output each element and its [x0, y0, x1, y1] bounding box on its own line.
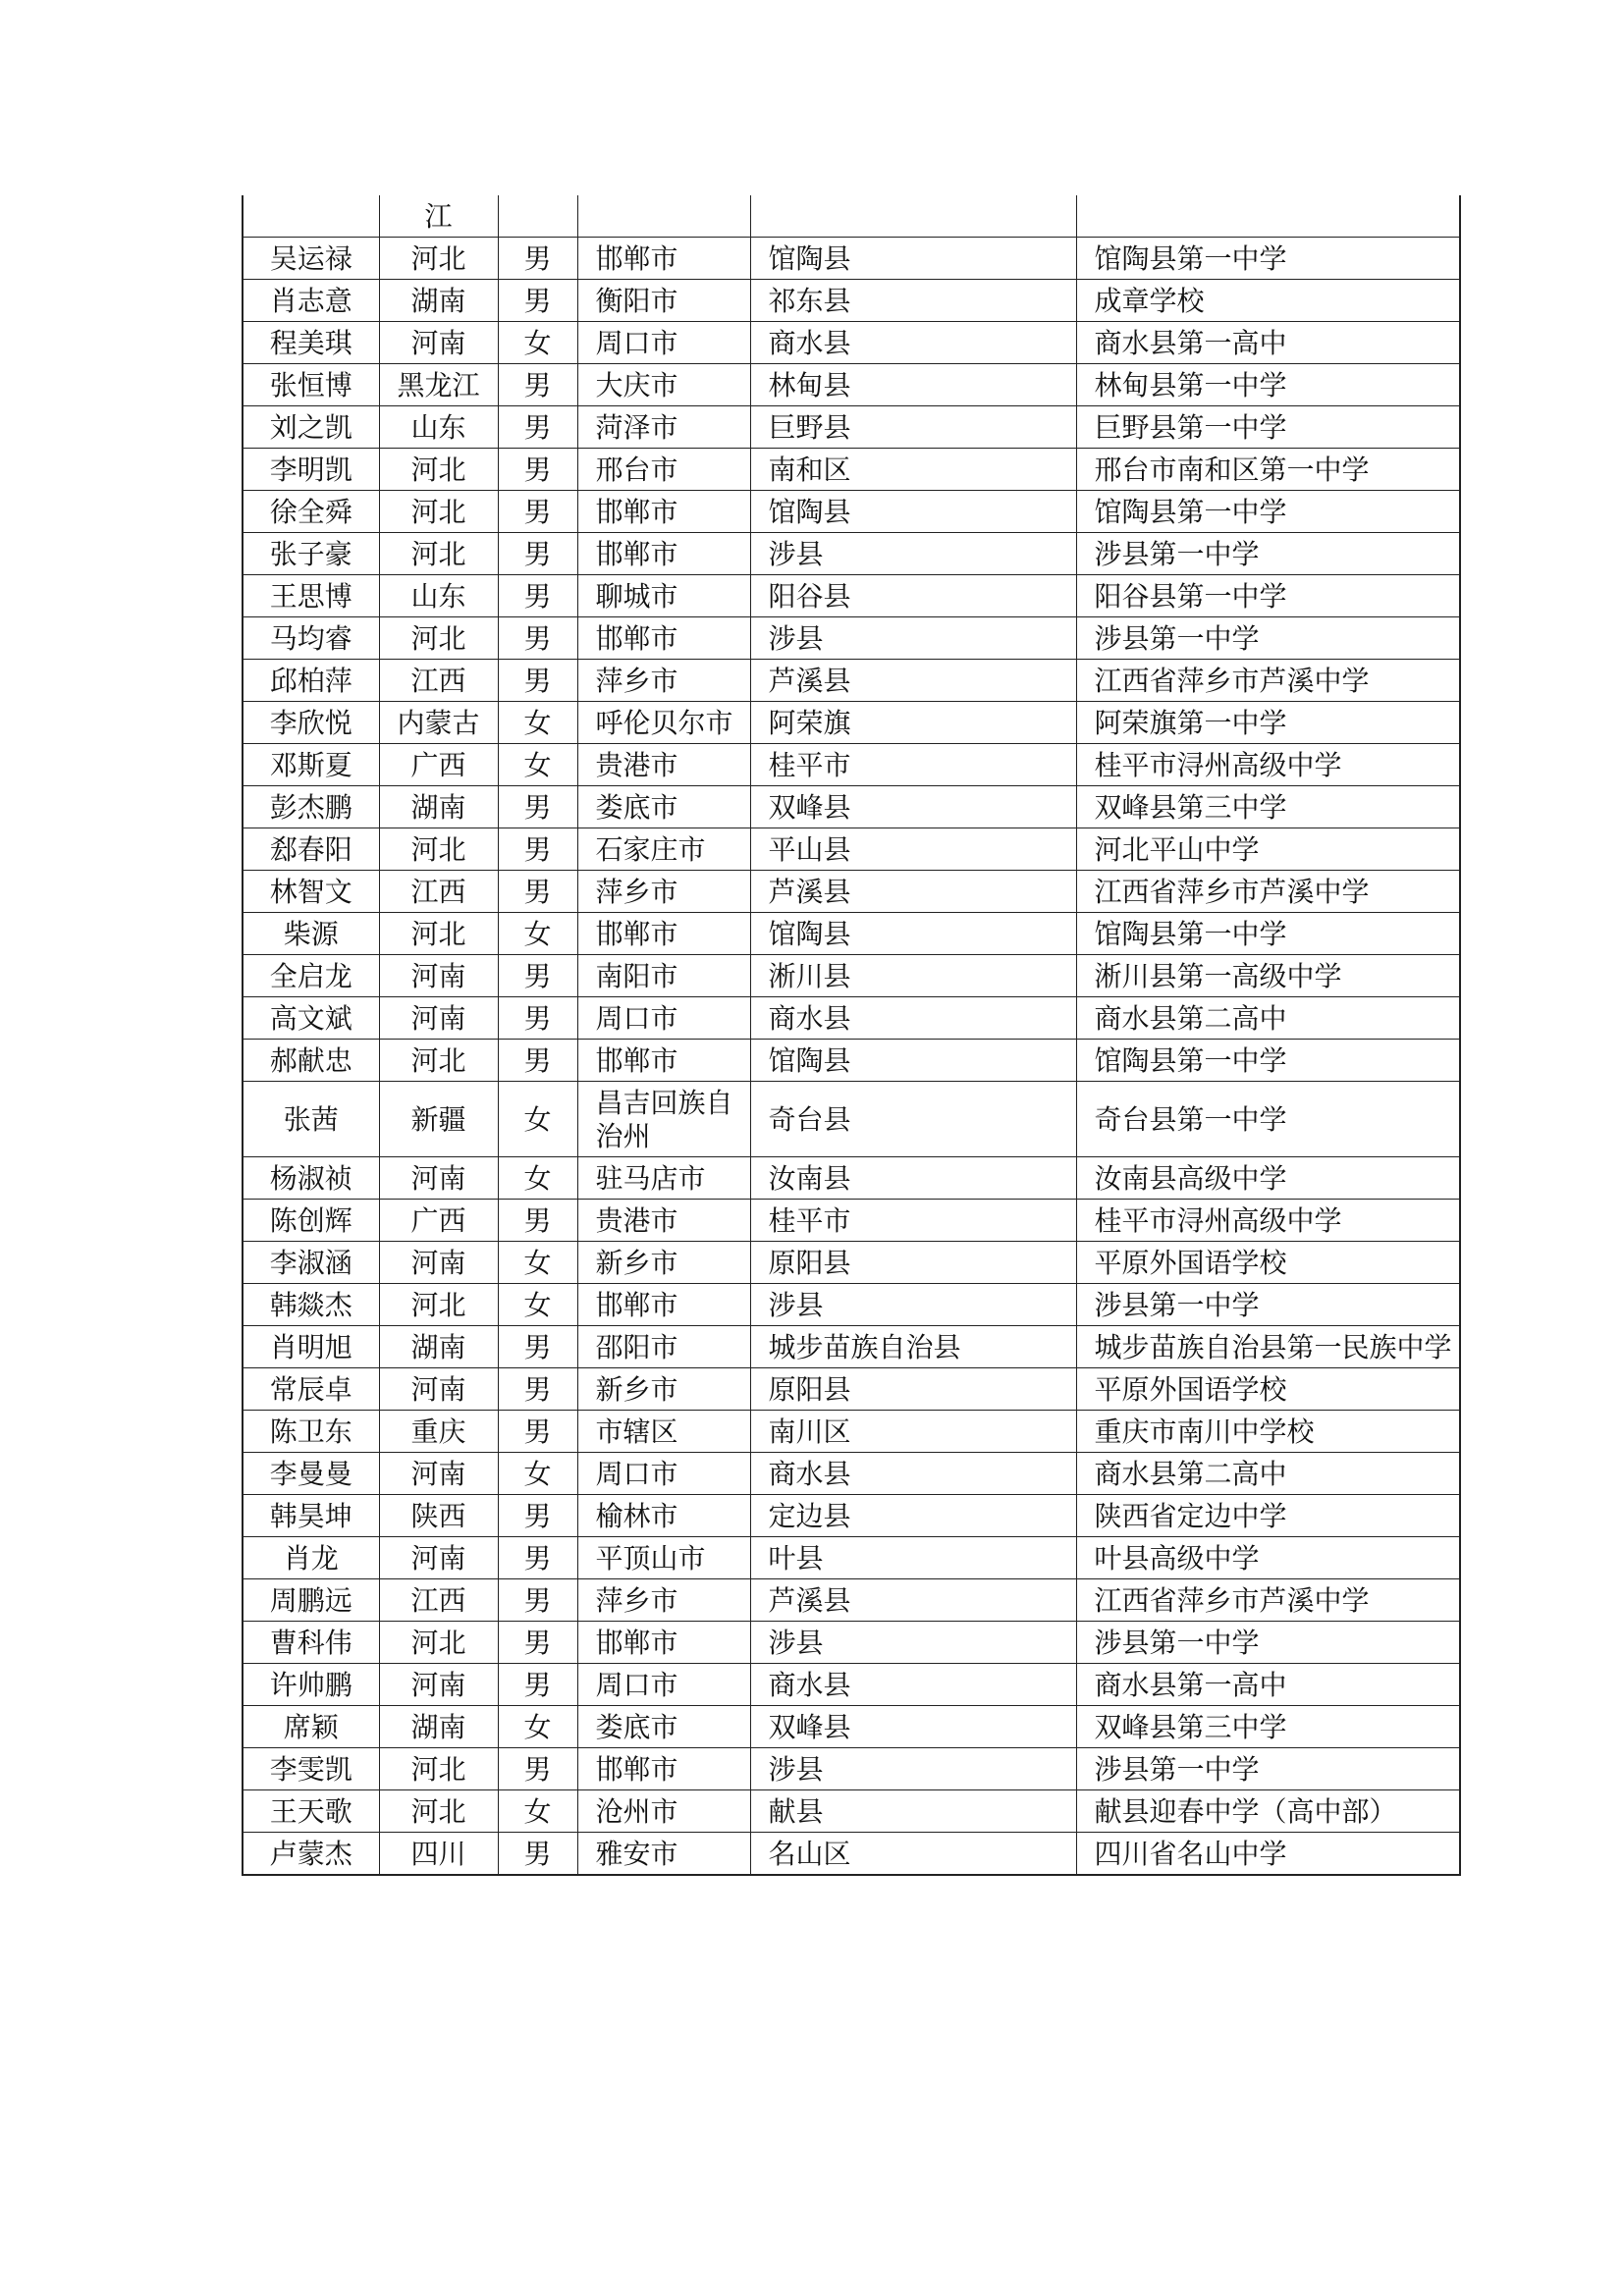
school-cell: 邢台市南和区第一中学	[1076, 449, 1460, 491]
province-cell: 湖南	[379, 280, 498, 322]
county-cell: 桂平市	[750, 744, 1076, 786]
city-cell: 邯郸市	[577, 1748, 750, 1790]
province-cell: 内蒙古	[379, 702, 498, 744]
province-cell: 河北	[379, 449, 498, 491]
city-cell: 萍乡市	[577, 871, 750, 913]
province-cell: 河北	[379, 1040, 498, 1082]
school-cell: 重庆市南川中学校	[1076, 1411, 1460, 1453]
school-cell: 城步苗族自治县第一民族中学	[1076, 1326, 1460, 1368]
county-cell: 奇台县	[750, 1082, 1076, 1157]
gender-cell: 女	[498, 1453, 577, 1495]
name-cell: 卢蒙杰	[243, 1833, 379, 1876]
gender-cell: 女	[498, 1157, 577, 1200]
name-cell: 刘之凯	[243, 406, 379, 449]
gender-cell: 男	[498, 786, 577, 828]
county-cell: 涉县	[750, 533, 1076, 575]
county-cell: 原阳县	[750, 1368, 1076, 1411]
name-cell: 李雯凯	[243, 1748, 379, 1790]
province-cell: 山东	[379, 406, 498, 449]
student-roster-table	[242, 195, 1461, 1876]
gender-cell: 男	[498, 406, 577, 449]
table-row	[243, 238, 1460, 280]
school-cell	[1076, 195, 1460, 238]
city-cell: 周口市	[577, 997, 750, 1040]
county-cell: 涉县	[750, 1622, 1076, 1664]
city-cell	[577, 195, 750, 238]
table-row	[243, 1411, 1460, 1453]
school-cell: 巨野县第一中学	[1076, 406, 1460, 449]
school-cell: 馆陶县第一中学	[1076, 491, 1460, 533]
school-cell: 馆陶县第一中学	[1076, 913, 1460, 955]
gender-cell: 女	[498, 744, 577, 786]
school-cell: 阿荣旗第一中学	[1076, 702, 1460, 744]
gender-cell: 女	[498, 913, 577, 955]
table-body	[243, 195, 1460, 1875]
name-cell: 韩昊坤	[243, 1495, 379, 1537]
name-cell: 徐全舜	[243, 491, 379, 533]
county-cell: 馆陶县	[750, 491, 1076, 533]
county-cell: 商水县	[750, 997, 1076, 1040]
name-cell: 王天歌	[243, 1790, 379, 1833]
school-cell: 涉县第一中学	[1076, 533, 1460, 575]
gender-cell: 女	[498, 1284, 577, 1326]
table-row	[243, 1748, 1460, 1790]
table-row	[243, 322, 1460, 364]
city-cell: 昌吉回族自治州	[577, 1082, 750, 1157]
gender-cell: 男	[498, 1622, 577, 1664]
province-cell: 河北	[379, 491, 498, 533]
school-cell: 双峰县第三中学	[1076, 786, 1460, 828]
city-cell: 周口市	[577, 322, 750, 364]
school-cell: 馆陶县第一中学	[1076, 238, 1460, 280]
table-row	[243, 997, 1460, 1040]
name-cell: 陈创辉	[243, 1200, 379, 1242]
school-cell: 阳谷县第一中学	[1076, 575, 1460, 617]
city-cell: 萍乡市	[577, 1579, 750, 1622]
name-cell: 李明凯	[243, 449, 379, 491]
table-row	[243, 744, 1460, 786]
province-cell: 江西	[379, 660, 498, 702]
school-cell: 涉县第一中学	[1076, 1748, 1460, 1790]
name-cell: 李曼曼	[243, 1453, 379, 1495]
county-cell: 芦溪县	[750, 1579, 1076, 1622]
city-cell: 沧州市	[577, 1790, 750, 1833]
table-row	[243, 1040, 1460, 1082]
province-cell: 河南	[379, 955, 498, 997]
name-cell: 高文斌	[243, 997, 379, 1040]
city-cell: 娄底市	[577, 786, 750, 828]
school-cell: 涉县第一中学	[1076, 617, 1460, 660]
county-cell: 平山县	[750, 828, 1076, 871]
province-cell: 山东	[379, 575, 498, 617]
gender-cell: 男	[498, 1040, 577, 1082]
name-cell: 张子豪	[243, 533, 379, 575]
county-cell: 叶县	[750, 1537, 1076, 1579]
county-cell: 巨野县	[750, 406, 1076, 449]
table-row	[243, 1157, 1460, 1200]
city-cell: 驻马店市	[577, 1157, 750, 1200]
name-cell: 程美琪	[243, 322, 379, 364]
gender-cell: 女	[498, 1706, 577, 1748]
table-row	[243, 1706, 1460, 1748]
county-cell: 原阳县	[750, 1242, 1076, 1284]
gender-cell: 男	[498, 491, 577, 533]
table-row	[243, 1833, 1460, 1876]
table-row	[243, 913, 1460, 955]
name-cell: 全启龙	[243, 955, 379, 997]
school-cell: 奇台县第一中学	[1076, 1082, 1460, 1157]
school-cell: 涉县第一中学	[1076, 1284, 1460, 1326]
county-cell: 南和区	[750, 449, 1076, 491]
table-row	[243, 1453, 1460, 1495]
county-cell: 涉县	[750, 1284, 1076, 1326]
city-cell: 大庆市	[577, 364, 750, 406]
school-cell: 平原外国语学校	[1076, 1242, 1460, 1284]
table-row	[243, 1579, 1460, 1622]
county-cell: 阿荣旗	[750, 702, 1076, 744]
table-row	[243, 1790, 1460, 1833]
table-row	[243, 1284, 1460, 1326]
city-cell: 娄底市	[577, 1706, 750, 1748]
name-cell: 曹科伟	[243, 1622, 379, 1664]
county-cell: 阳谷县	[750, 575, 1076, 617]
province-cell: 河南	[379, 1242, 498, 1284]
province-cell: 四川	[379, 1833, 498, 1876]
table-row	[243, 406, 1460, 449]
city-cell: 雅安市	[577, 1833, 750, 1876]
county-cell: 商水县	[750, 322, 1076, 364]
county-cell: 馆陶县	[750, 238, 1076, 280]
province-cell: 河北	[379, 533, 498, 575]
city-cell: 邯郸市	[577, 1284, 750, 1326]
table-row	[243, 786, 1460, 828]
table-row	[243, 1495, 1460, 1537]
province-cell: 广西	[379, 744, 498, 786]
school-cell: 四川省名山中学	[1076, 1833, 1460, 1876]
name-cell: 许帅鹏	[243, 1664, 379, 1706]
name-cell: 邓斯夏	[243, 744, 379, 786]
school-cell: 桂平市浔州高级中学	[1076, 1200, 1460, 1242]
county-cell: 名山区	[750, 1833, 1076, 1876]
county-cell: 林甸县	[750, 364, 1076, 406]
province-cell: 河北	[379, 1622, 498, 1664]
province-cell: 河北	[379, 913, 498, 955]
province-cell: 河北	[379, 1748, 498, 1790]
province-cell: 黑龙江	[379, 364, 498, 406]
table-row	[243, 449, 1460, 491]
province-cell: 河南	[379, 1368, 498, 1411]
city-cell: 邯郸市	[577, 491, 750, 533]
gender-cell: 女	[498, 1242, 577, 1284]
name-cell: 邱柏萍	[243, 660, 379, 702]
gender-cell: 男	[498, 238, 577, 280]
gender-cell: 女	[498, 1082, 577, 1157]
city-cell: 周口市	[577, 1453, 750, 1495]
gender-cell: 男	[498, 280, 577, 322]
gender-cell: 男	[498, 575, 577, 617]
city-cell: 邯郸市	[577, 1622, 750, 1664]
name-cell: 席颖	[243, 1706, 379, 1748]
county-cell: 双峰县	[750, 786, 1076, 828]
table-row	[243, 702, 1460, 744]
school-cell: 江西省萍乡市芦溪中学	[1076, 871, 1460, 913]
gender-cell	[498, 195, 577, 238]
county-cell: 涉县	[750, 617, 1076, 660]
gender-cell: 男	[498, 449, 577, 491]
name-cell: 李欣悦	[243, 702, 379, 744]
school-cell: 江西省萍乡市芦溪中学	[1076, 1579, 1460, 1622]
name-cell: 肖志意	[243, 280, 379, 322]
gender-cell: 男	[498, 1537, 577, 1579]
name-cell: 林智文	[243, 871, 379, 913]
gender-cell: 男	[498, 1664, 577, 1706]
county-cell: 馆陶县	[750, 1040, 1076, 1082]
province-cell: 湖南	[379, 1706, 498, 1748]
county-cell: 芦溪县	[750, 871, 1076, 913]
city-cell: 周口市	[577, 1664, 750, 1706]
city-cell: 衡阳市	[577, 280, 750, 322]
province-cell: 江西	[379, 1579, 498, 1622]
school-cell: 涉县第一中学	[1076, 1622, 1460, 1664]
name-cell	[243, 195, 379, 238]
province-cell: 河南	[379, 1157, 498, 1200]
city-cell: 新乡市	[577, 1368, 750, 1411]
name-cell: 常辰卓	[243, 1368, 379, 1411]
table-row	[243, 280, 1460, 322]
table-row	[243, 364, 1460, 406]
county-cell: 双峰县	[750, 1706, 1076, 1748]
table-row	[243, 955, 1460, 997]
name-cell: 郝献忠	[243, 1040, 379, 1082]
name-cell: 李淑涵	[243, 1242, 379, 1284]
gender-cell: 男	[498, 364, 577, 406]
table-row	[243, 1622, 1460, 1664]
school-cell: 平原外国语学校	[1076, 1368, 1460, 1411]
gender-cell: 男	[498, 617, 577, 660]
name-cell: 陈卫东	[243, 1411, 379, 1453]
county-cell: 献县	[750, 1790, 1076, 1833]
table-row	[243, 660, 1460, 702]
province-cell: 江	[379, 195, 498, 238]
province-cell: 河南	[379, 322, 498, 364]
name-cell: 柴源	[243, 913, 379, 955]
city-cell: 邯郸市	[577, 913, 750, 955]
school-cell: 商水县第二高中	[1076, 1453, 1460, 1495]
province-cell: 湖南	[379, 1326, 498, 1368]
school-cell: 成章学校	[1076, 280, 1460, 322]
table-row	[243, 1664, 1460, 1706]
city-cell: 邯郸市	[577, 533, 750, 575]
name-cell: 肖明旭	[243, 1326, 379, 1368]
name-cell: 彭杰鹏	[243, 786, 379, 828]
table-row	[243, 195, 1460, 238]
city-cell: 贵港市	[577, 1200, 750, 1242]
province-cell: 河北	[379, 1790, 498, 1833]
county-cell: 祁东县	[750, 280, 1076, 322]
gender-cell: 男	[498, 955, 577, 997]
name-cell: 肖龙	[243, 1537, 379, 1579]
gender-cell: 男	[498, 1200, 577, 1242]
school-cell: 江西省萍乡市芦溪中学	[1076, 660, 1460, 702]
county-cell: 馆陶县	[750, 913, 1076, 955]
province-cell: 陕西	[379, 1495, 498, 1537]
gender-cell: 男	[498, 1579, 577, 1622]
school-cell: 淅川县第一高级中学	[1076, 955, 1460, 997]
county-cell: 淅川县	[750, 955, 1076, 997]
gender-cell: 男	[498, 1411, 577, 1453]
county-cell: 商水县	[750, 1453, 1076, 1495]
province-cell: 重庆	[379, 1411, 498, 1453]
county-cell: 城步苗族自治县	[750, 1326, 1076, 1368]
city-cell: 邯郸市	[577, 1040, 750, 1082]
province-cell: 河北	[379, 1284, 498, 1326]
table-row	[243, 828, 1460, 871]
table-row	[243, 491, 1460, 533]
county-cell: 涉县	[750, 1748, 1076, 1790]
city-cell: 市辖区	[577, 1411, 750, 1453]
name-cell: 韩燚杰	[243, 1284, 379, 1326]
county-cell: 桂平市	[750, 1200, 1076, 1242]
school-cell: 汝南县高级中学	[1076, 1157, 1460, 1200]
table-row	[243, 1082, 1460, 1157]
name-cell: 王思博	[243, 575, 379, 617]
name-cell: 杨淑祯	[243, 1157, 379, 1200]
name-cell: 吴运禄	[243, 238, 379, 280]
table-row	[243, 1326, 1460, 1368]
gender-cell: 女	[498, 1790, 577, 1833]
city-cell: 呼伦贝尔市	[577, 702, 750, 744]
county-cell: 定边县	[750, 1495, 1076, 1537]
city-cell: 邯郸市	[577, 617, 750, 660]
city-cell: 贵港市	[577, 744, 750, 786]
county-cell: 汝南县	[750, 1157, 1076, 1200]
county-cell: 南川区	[750, 1411, 1076, 1453]
province-cell: 河南	[379, 1453, 498, 1495]
gender-cell: 男	[498, 533, 577, 575]
gender-cell: 男	[498, 1326, 577, 1368]
table-row	[243, 617, 1460, 660]
gender-cell: 男	[498, 1748, 577, 1790]
province-cell: 江西	[379, 871, 498, 913]
school-cell: 陕西省定边中学	[1076, 1495, 1460, 1537]
province-cell: 河北	[379, 828, 498, 871]
province-cell: 河南	[379, 997, 498, 1040]
school-cell: 林甸县第一中学	[1076, 364, 1460, 406]
name-cell: 张恒博	[243, 364, 379, 406]
table-row	[243, 1200, 1460, 1242]
gender-cell: 女	[498, 702, 577, 744]
table-row	[243, 1368, 1460, 1411]
county-cell: 商水县	[750, 1664, 1076, 1706]
school-cell: 商水县第一高中	[1076, 1664, 1460, 1706]
city-cell: 南阳市	[577, 955, 750, 997]
school-cell: 馆陶县第一中学	[1076, 1040, 1460, 1082]
gender-cell: 男	[498, 828, 577, 871]
school-cell: 双峰县第三中学	[1076, 1706, 1460, 1748]
county-cell: 芦溪县	[750, 660, 1076, 702]
name-cell: 张茜	[243, 1082, 379, 1157]
name-cell: 马均睿	[243, 617, 379, 660]
table-row	[243, 533, 1460, 575]
school-cell: 商水县第一高中	[1076, 322, 1460, 364]
city-cell: 聊城市	[577, 575, 750, 617]
gender-cell: 男	[498, 1368, 577, 1411]
province-cell: 河北	[379, 617, 498, 660]
table-row	[243, 1242, 1460, 1284]
province-cell: 广西	[379, 1200, 498, 1242]
city-cell: 菏泽市	[577, 406, 750, 449]
city-cell: 邵阳市	[577, 1326, 750, 1368]
table-row	[243, 871, 1460, 913]
school-cell: 桂平市浔州高级中学	[1076, 744, 1460, 786]
city-cell: 榆林市	[577, 1495, 750, 1537]
county-cell	[750, 195, 1076, 238]
school-cell: 献县迎春中学（高中部）	[1076, 1790, 1460, 1833]
school-cell: 商水县第二高中	[1076, 997, 1460, 1040]
city-cell: 邯郸市	[577, 238, 750, 280]
name-cell: 郄春阳	[243, 828, 379, 871]
city-cell: 石家庄市	[577, 828, 750, 871]
school-cell: 叶县高级中学	[1076, 1537, 1460, 1579]
province-cell: 河南	[379, 1537, 498, 1579]
table-row	[243, 575, 1460, 617]
gender-cell: 女	[498, 322, 577, 364]
city-cell: 新乡市	[577, 1242, 750, 1284]
school-cell: 河北平山中学	[1076, 828, 1460, 871]
province-cell: 河北	[379, 238, 498, 280]
gender-cell: 男	[498, 997, 577, 1040]
gender-cell: 男	[498, 1833, 577, 1876]
province-cell: 湖南	[379, 786, 498, 828]
city-cell: 萍乡市	[577, 660, 750, 702]
province-cell: 新疆	[379, 1082, 498, 1157]
gender-cell: 男	[498, 660, 577, 702]
city-cell: 邢台市	[577, 449, 750, 491]
city-cell: 平顶山市	[577, 1537, 750, 1579]
table-row	[243, 1537, 1460, 1579]
name-cell: 周鹏远	[243, 1579, 379, 1622]
gender-cell: 男	[498, 871, 577, 913]
gender-cell: 男	[498, 1495, 577, 1537]
province-cell: 河南	[379, 1664, 498, 1706]
